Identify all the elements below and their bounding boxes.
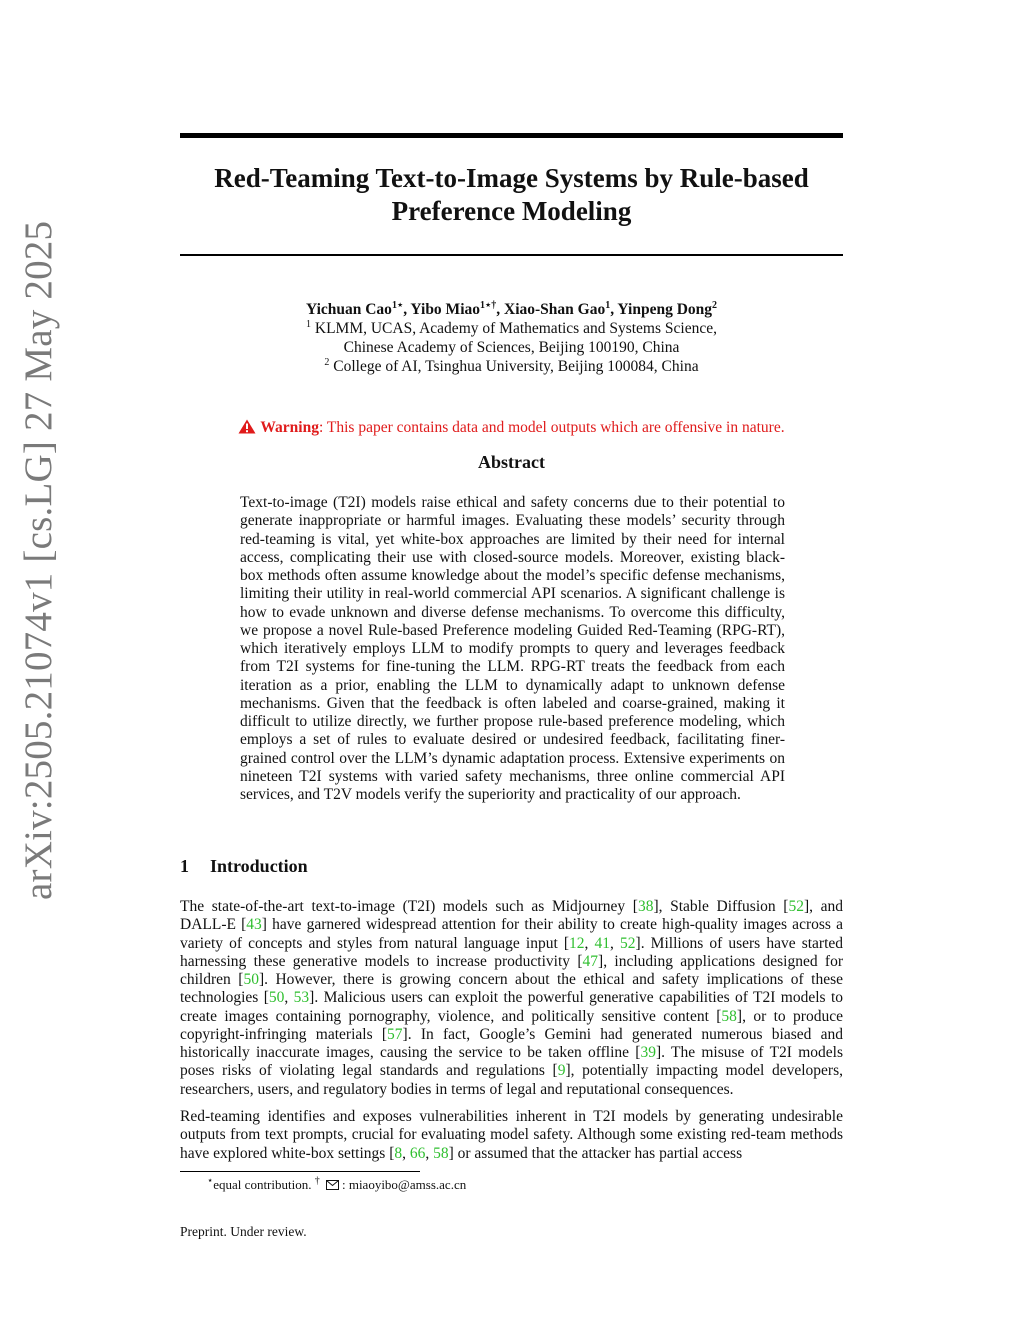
citation-link[interactable]: 52 xyxy=(788,898,804,915)
paper-title: Red-Teaming Text-to-Image Systems by Rule-based Preference Modeling xyxy=(214,163,809,226)
section-number: 1 xyxy=(180,856,189,876)
footnote xyxy=(207,1177,466,1193)
author-name: Yichuan Cao xyxy=(305,301,392,318)
author-name: Xiao-Shan Gao xyxy=(504,301,606,318)
citation-link[interactable]: 39 xyxy=(640,1044,656,1061)
intro-paragraph-2: Red-teaming identifies and exposes vulnerabilities inherent in T2I models by generating undesirable outputs from text prompts, crucial for evaluating model safety. Although some existing red-team methods have explored white-box settings [8, 66, 58] or assumed that the attacker has partial access xyxy=(180,1108,843,1162)
citation-link[interactable]: 47 xyxy=(582,952,599,970)
citation-link[interactable]: 12 xyxy=(569,934,585,952)
citation-link[interactable]: 57 xyxy=(387,1025,403,1043)
title-bottom-rule xyxy=(180,254,843,256)
author-mark: 1⋆ xyxy=(391,299,404,311)
warning-label: Warning xyxy=(260,419,319,436)
footnote-rule xyxy=(180,1171,420,1172)
citation-link[interactable]: 8 xyxy=(394,1144,403,1162)
citation-link[interactable]: 50 xyxy=(243,971,259,988)
affiliation-1: $^1$ KLMM, UCAS, Academy of Mathematics and Systems Science, xyxy=(306,318,717,337)
citation-link[interactable]: 66 xyxy=(409,1144,426,1162)
title-top-rule xyxy=(180,133,843,138)
arxiv-identifier: arXiv:2505.21074v1 [cs.LG] 27 May 2025 xyxy=(17,220,60,900)
author-mark: 1⋆† xyxy=(480,299,497,311)
warning-icon xyxy=(238,419,256,434)
citation-link[interactable]: 53 xyxy=(293,989,310,1007)
author-name: Yibo Miao xyxy=(410,301,480,318)
equal-contribution: equal contribution. xyxy=(213,1177,312,1192)
affiliation-1-cont: Chinese Academy of Sciences, Beijing 100190, China xyxy=(343,339,680,356)
preprint-notice: Preprint. Under review. xyxy=(180,1224,307,1239)
citation-link[interactable]: 9 xyxy=(557,1062,566,1080)
citation-link[interactable]: 58 xyxy=(433,1144,449,1162)
author-mark: 1 xyxy=(605,299,611,311)
envelope-icon xyxy=(326,1180,339,1190)
content-warning xyxy=(180,419,843,437)
abstract-body: Text-to-image (T2I) models raise ethical and safety concerns due to their potential to generate inappropriate or harmful images. Evaluating these models’ security through red-teaming is vital, yet white-box approaches are limited by their need for internal access, complicating their use with closed-source models. Moreover, existing black-box methods often assume knowledge about the model’s specific defense mechanisms, limiting their utility in real-world commercial API scenarios. A significant challenge is how to evade unknown and diverse defense mechanisms. To overcome this difficulty, we propose a novel Rule-based Preference modeling Guided Red-Teaming (RPG-RT), which iteratively employs LLM to modify prompts to query and leverages feedback from T2I systems for fine-tuning the LLM. RPG-RT treats the feedback from each iteration as a prior, enabling the LLM to dynamically adapt to unknown defense mechanisms. Given that the feedback is often labeled and coarse-grained, making it difficult to utilize directly, we further propose rule-based preference modeling, which employs a set of rules to evaluate desired or undesired feedback, facilitating finer-grained control over the LLM’s dynamic adaptation process. Extensive experiments on nineteen T2I systems with varied safety mechanisms, three online commercial API services, and T2V models verify the superiority and practicality of our approach. xyxy=(240,494,785,803)
author-block xyxy=(180,300,843,376)
citation-link[interactable]: 52 xyxy=(620,934,636,952)
equal-mark: ⋆ xyxy=(207,1175,214,1187)
citation-link[interactable]: 41 xyxy=(594,934,611,952)
arxiv-sidebar xyxy=(16,220,72,1000)
corresponding-email: : miaoyibo@amss.ac.cn xyxy=(341,1177,467,1192)
citation-link[interactable]: 50 xyxy=(268,989,285,1007)
section-heading-introduction xyxy=(180,856,308,877)
intro-paragraph-1: The state-of-the-art text-to-image (T2I) models such as Midjourney [38], Stable Diffusion [52], and DALL-E [43] have garnered widespread attention for their ability to create high-quality images across a variety of concepts and styles from natural language input [12, 41, 52]. Millions of users have started harnessing these generative models to increase productivity [47], including applications designed for children [50]. However, there is growing concern about the ethical and safety implications of these technologies [50, 53]. Malicious users can exploit the powerful generative capabilities of T2I models to create images containing pornography, violence, and politically sensitive content [58], or to produce copyright-infringing materials [57]. In fact, Google’s Gemini had generated numerous biased and historically inaccurate images, causing the service to be taken offline [39]. The misuse of T2I models poses risks of violating legal standards and regulations [9], potentially impacting model developers, researchers, users, and regulatory bodies in terms of legal and reputational consequences. xyxy=(180,898,844,1098)
dagger-mark: † xyxy=(314,1175,320,1187)
author-name: Yinpeng Dong xyxy=(617,301,713,318)
author-names: Yichuan Cao$^{1⋆}$, Yibo Miao$^{1⋆\dagger}$, Xiao-Shan Gao$^1$, Yinpeng Dong$^2$ xyxy=(305,299,718,318)
citation-link[interactable]: 43 xyxy=(246,916,262,934)
citation-link[interactable]: 38 xyxy=(637,898,654,915)
citation-link[interactable]: 58 xyxy=(721,1007,737,1025)
abstract-heading: Abstract xyxy=(478,452,545,472)
affiliation-2: $^2$ College of AI, Tsinghua University, Beijing 100084, China xyxy=(324,356,699,375)
section-title: Introduction xyxy=(210,856,308,876)
author-mark: 2 xyxy=(712,299,718,311)
warning-text: : This paper contains data and model outputs which are offensive in nature. xyxy=(318,419,785,436)
